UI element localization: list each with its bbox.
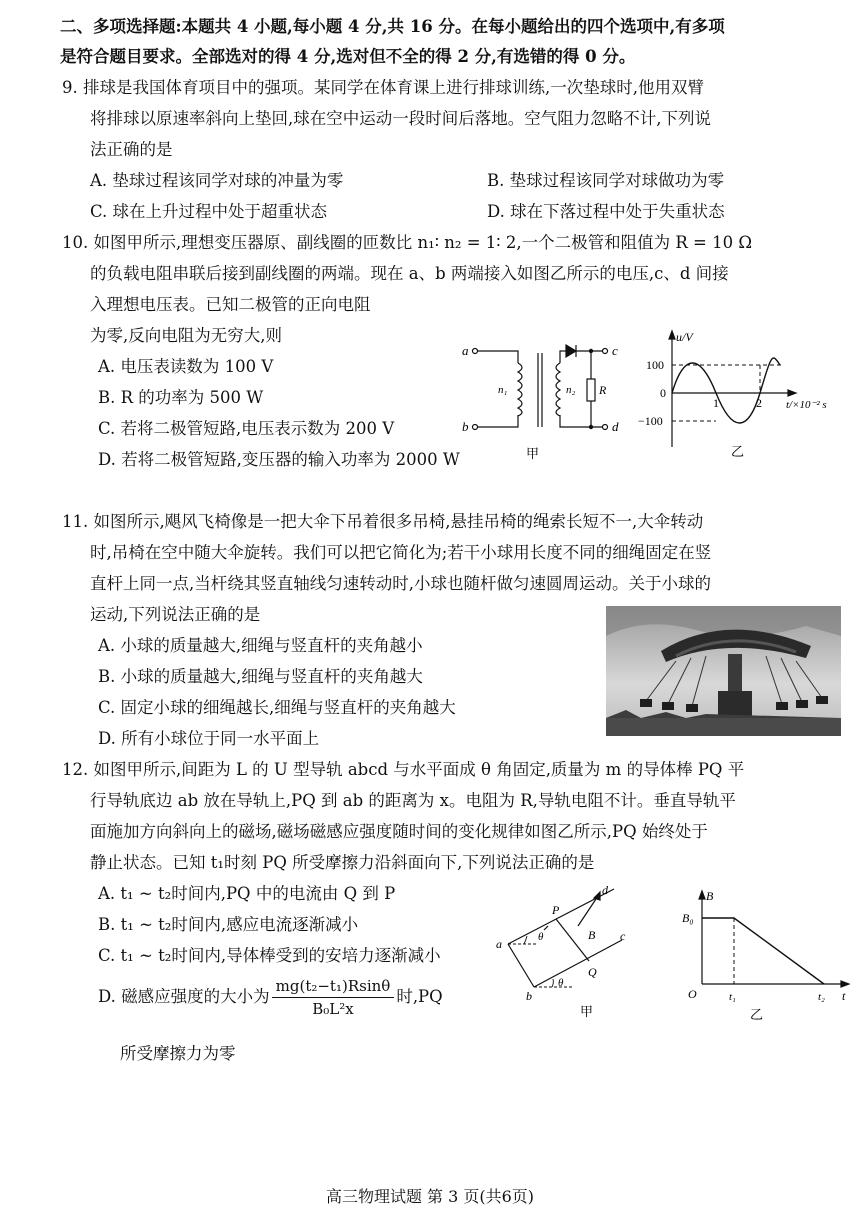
q9-option-a: A. 垫球过程该同学对球的冲量为零 xyxy=(90,171,344,190)
q10-label-r: R xyxy=(599,383,607,397)
q12-option-d-fraction xyxy=(272,975,395,1020)
q11-option-c: C. 固定小球的细绳越长,细绳与竖直杆的夹角越大 xyxy=(98,698,456,717)
q12-bt-graph xyxy=(674,888,854,1023)
q9-option-c: C. 球在上升过程中处于超重状态 xyxy=(90,202,328,221)
q12-graph-b0: B₀ xyxy=(682,911,694,925)
q12-stem-line1: 12. 如图甲所示,间距为 L 的 U 型导轨 abcd 与水平面成 θ 角固定,质量为 m 的导体棒 PQ 平 xyxy=(62,760,745,779)
q10-graph-tick-100: 100 xyxy=(646,358,664,372)
q12-graph-t2: t₂ xyxy=(818,991,825,1003)
q10-graph-tick-minus100: −100 xyxy=(638,414,663,428)
q9-stem-line1: 9. 排球是我国体育项目中的强项。某同学在体育课上进行排球训练,一次垫球时,他用双臂 xyxy=(62,78,704,97)
q11-option-d: D. 所有小球位于同一水平面上 xyxy=(98,729,320,748)
section-heading-line1: 二、多项选择题:本题共 4 小题,每小题 4 分,共 16 分。在每小题给出的四个选项中,有多项 xyxy=(60,17,725,36)
q10-label-a: a xyxy=(462,343,469,358)
section-heading-line2: 是符合题目要求。全部选对的得 4 分,选对但不全的得 2 分,有选错的得 0 分。 xyxy=(60,47,636,66)
q10-option-c: C. 若将二极管短路,电压表示数为 200 V xyxy=(98,419,395,438)
q11-option-a: A. 小球的质量越大,细绳与竖直杆的夹角越小 xyxy=(98,636,423,655)
q10-option-b: B. R 的功率为 500 W xyxy=(98,388,264,407)
q12-label-q: Q xyxy=(588,965,597,979)
q10-graph-xlabel: t/×10⁻² s xyxy=(786,399,827,411)
q10-label-n1: n₁ xyxy=(498,384,508,396)
q10-stem-line2: 的负载电阻串联后接到副线圈的两端。现在 a、b 两端接入如图乙所示的电压,c、d 间接 xyxy=(90,264,729,283)
q12-graph-xlabel: t xyxy=(842,989,846,1003)
q10-label-b: b xyxy=(462,419,469,434)
q10-figure-yi-caption: 乙 xyxy=(731,445,745,460)
q12-option-d-suffix: 时,PQ xyxy=(396,987,443,1006)
q12-label-c: c xyxy=(620,929,626,943)
q10-stem-line1: 10. 如图甲所示,理想变压器原、副线圈的匝数比 n₁∶ n₂ = 1∶ 2,一个二极管和阻值为 R = 10 Ω xyxy=(62,233,752,252)
q12-label-b-field: B xyxy=(588,928,596,942)
q12-option-c: C. t₁ ~ t₂时间内,导体棒受到的安培力逐渐减小 xyxy=(98,946,441,965)
q12-option-d-line2: 所受摩擦力为零 xyxy=(120,1044,236,1063)
q11-stem-line1: 11. 如图所示,飓风飞椅像是一把大伞下吊着很多吊椅,悬挂吊椅的绳索长短不一,大伞转动 xyxy=(62,512,704,531)
q10-voltage-graph xyxy=(632,325,847,460)
q10-graph-ylabel: u/V xyxy=(676,330,693,344)
q12-stem-line4: 静止状态。已知 t₁时刻 PQ 所受摩擦力沿斜面向下,下列说法正确的是 xyxy=(90,853,595,872)
q10-stem-line4: 为零,反向电阻为无穷大,则 xyxy=(90,326,282,345)
q12-graph-ylabel: B xyxy=(706,889,714,903)
page-footer: 高三物理试题 第 3 页(共6页) xyxy=(325,1187,535,1206)
q12-option-d-denominator: B₀L²x xyxy=(312,1000,354,1018)
q12-stem-line3: 面施加方向斜向上的磁场,磁场磁感应强度随时间的变化规律如图乙所示,PQ 始终处于 xyxy=(90,822,708,841)
q12-stem-line2: 行导轨底边 ab 放在导轨上,PQ 到 ab 的距离为 x。电阻为 R,导轨电阻不计。垂直导轨平 xyxy=(90,791,736,810)
q9-stem-line2: 将排球以原速率斜向上垫回,球在空中运动一段时间后落地。空气阻力忽略不计,下列说 xyxy=(90,109,711,128)
q10-label-d: d xyxy=(612,419,619,434)
q12-figure-yi-caption: 乙 xyxy=(750,1008,764,1023)
q10-figure-jia-caption: 甲 xyxy=(526,447,540,462)
q10-stem-line3: 入理想电压表。已知二极管的正向电阻 xyxy=(90,295,371,314)
q12-graph-t1: t₁ xyxy=(729,991,736,1003)
q12-option-b: B. t₁ ~ t₂时间内,感应电流逐渐减小 xyxy=(98,915,359,934)
q11-stem-line3: 直杆上同一点,当杆绕其竖直轴线匀速转动时,小球也随杆做匀速圆周运动。关于小球的 xyxy=(90,574,711,593)
q12-label-p: P xyxy=(552,903,560,917)
q12-figure-jia-caption: 甲 xyxy=(580,1005,594,1020)
q9-option-d: D. 球在下落过程中处于失重状态 xyxy=(487,202,725,221)
q10-option-a: A. 电压表读数为 100 V xyxy=(98,357,274,376)
q12-label-theta-bottom: θ xyxy=(558,977,564,989)
q12-graph-origin: O xyxy=(688,987,697,1001)
q11-option-b: B. 小球的质量越大,细绳与竖直杆的夹角越大 xyxy=(98,667,423,686)
swing-ride-photo xyxy=(606,606,841,736)
q12-option-a: A. t₁ ~ t₂时间内,PQ 中的电流由 Q 到 P xyxy=(98,884,396,903)
q10-graph-tick-1: 1 xyxy=(713,396,719,410)
q9-stem-line3: 法正确的是 xyxy=(90,140,173,159)
q10-graph-tick-0: 0 xyxy=(660,386,666,400)
q11-stem-line2: 时,吊椅在空中随大伞旋转。我们可以把它简化为;若干小球用长度不同的细绳固定在竖 xyxy=(90,543,712,562)
q12-option-d-numerator: mg(t₂−t₁)Rsinθ xyxy=(272,975,395,998)
q9-option-b: B. 垫球过程该同学对球做功为零 xyxy=(487,171,725,190)
q12-label-b: b xyxy=(526,989,532,1003)
q12-option-d-prefix: D. 磁感应强度的大小为 xyxy=(98,987,270,1006)
q12-option-d xyxy=(98,975,443,1020)
q12-label-theta-top: θ xyxy=(538,931,544,943)
q12-label-a: a xyxy=(496,937,502,951)
q10-label-c: c xyxy=(612,343,618,358)
q10-label-n2: n₂ xyxy=(566,384,576,396)
q10-graph-tick-2: 2 xyxy=(756,396,762,410)
q10-option-d: D. 若将二极管短路,变压器的输入功率为 2000 W xyxy=(98,450,460,469)
q12-rail-figure xyxy=(494,882,644,1022)
q10-circuit-figure xyxy=(458,335,628,465)
q12-label-d: d xyxy=(602,883,608,897)
q11-stem-line4: 运动,下列说法正确的是 xyxy=(90,605,261,624)
